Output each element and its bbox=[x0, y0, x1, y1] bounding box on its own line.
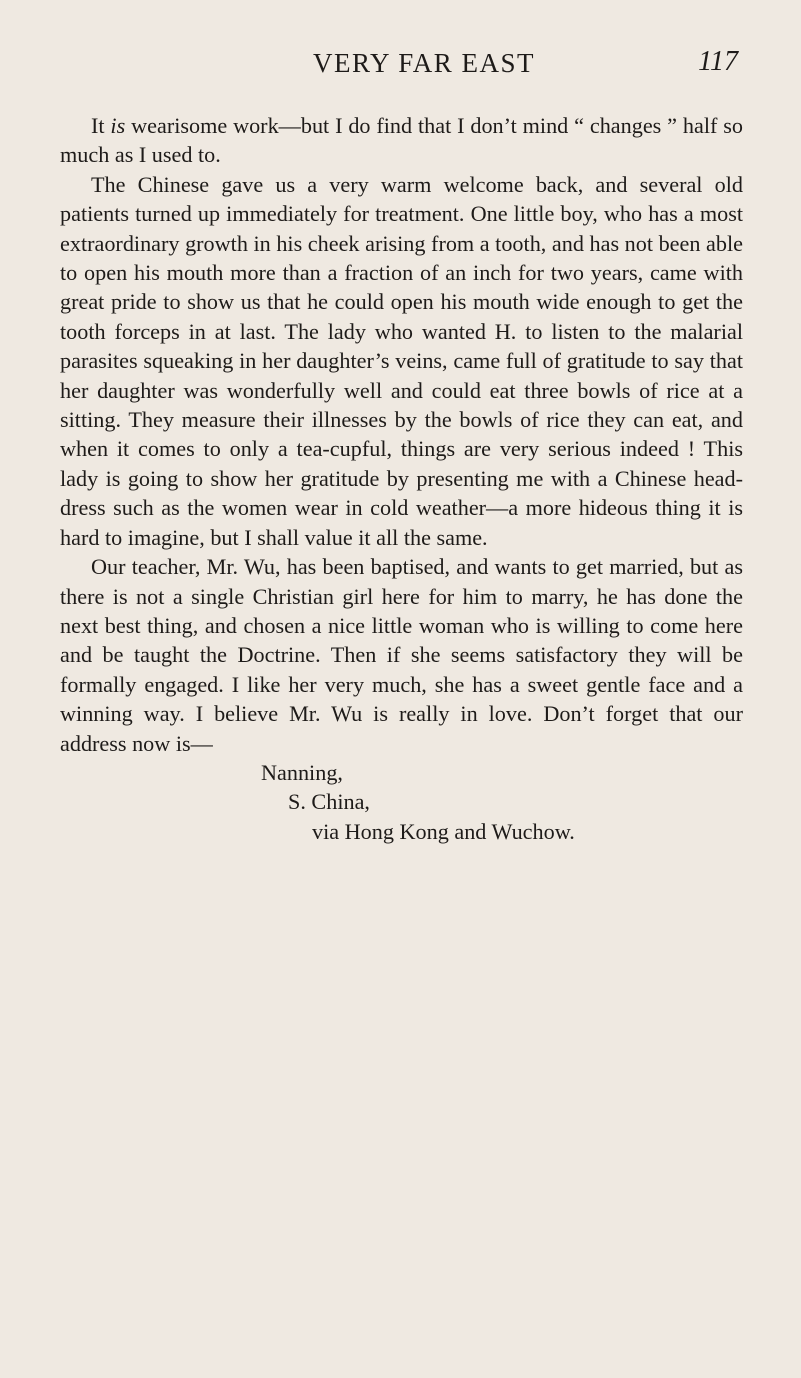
paragraph-1-lead: It bbox=[91, 113, 111, 138]
address-line-2: S. China, bbox=[288, 789, 370, 815]
page-number: 117 bbox=[698, 46, 738, 77]
paragraph-1-italic: is bbox=[110, 113, 126, 138]
paragraph-1-text: wearisome work—but I do find that I don’t mind “ changes ” half so much as I used to. bbox=[60, 113, 743, 168]
paragraph-2: The Chinese gave us a very warm welcome back, and several old patients turned up immediately for treatment. One little boy, who has a most extraordinary growth in his cheek arising from a tooth, and has not been able to open his mouth more than a fraction of an inch for two years, came with great pride to show us that he could open his mouth wide enough to get the tooth forceps in at last. The lady who wanted H. to listen to the malarial parasites squeaking in her daughter’s veins, came full of gratitude to say that her daughter was wonderfully well and could eat three bowls of rice at a sitting. They measure their illnesses by the bowls of rice they can eat, and when it comes to only a tea-cupful, things are very serious indeed ! This lady is going to show her gratitude by presenting me with a Chinese head-dress such as the women wear in cold weather—a more hideous thing it is hard to imagine, but I shall value it all the same. bbox=[60, 171, 743, 550]
body-text bbox=[60, 111, 743, 846]
paragraph-1 bbox=[60, 111, 743, 170]
address-block bbox=[60, 758, 743, 846]
address-line-3: via Hong Kong and Wuchow. bbox=[312, 818, 575, 844]
address-line-1: Nanning, bbox=[261, 759, 343, 785]
running-head bbox=[110, 46, 738, 86]
running-title: VERY FAR EAST bbox=[312, 48, 536, 78]
paragraph-3: Our teacher, Mr. Wu, has been baptised, and wants to get married, but as there is not a single Christian girl here for him to marry, he has done the next best thing, and chosen a nice little woman who is willing to come here and be taught the Doctrine. Then if she seems satisfactory they will be formally engaged. I like her very much, she has a sweet gentle face and a winning way. I believe Mr. Wu is really in love. Don’t forget that our address now is— bbox=[60, 554, 743, 756]
